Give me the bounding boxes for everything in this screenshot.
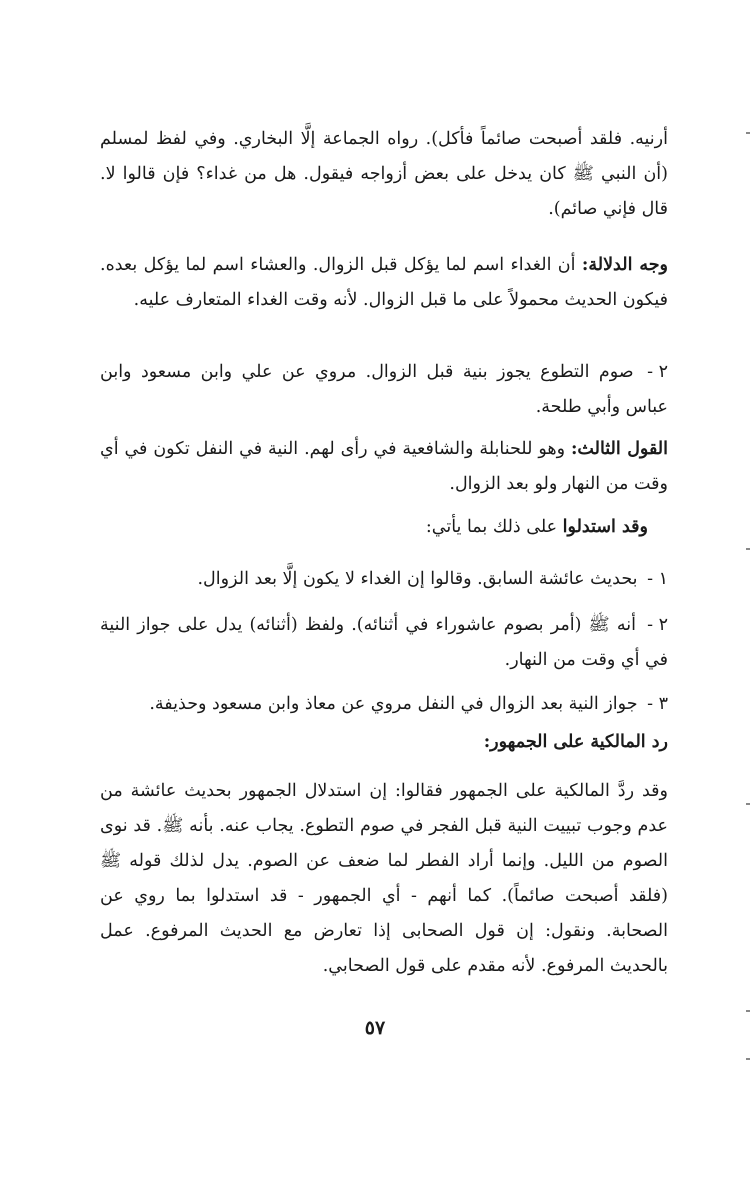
page-body (100, 122, 668, 1022)
edge-mark (746, 548, 750, 550)
list-text: بحديث عائشة السابق. وقالوا إن الغداء لا يكون إلَّا بعد الزوال. (197, 569, 638, 589)
list-number: ١ - (647, 569, 668, 589)
page-number: ٥٧ (364, 1017, 386, 1039)
list-item (100, 562, 668, 597)
edge-mark (746, 1010, 750, 1012)
list-text: صوم التطوع يجوز بنية قبل الزوال. مروي عن علي وابن مسعود وابن عباس وأبي طلحة. (100, 362, 668, 417)
paragraph-text: على ذلك بما يأتي: (425, 517, 563, 537)
list-number: ٣ - (647, 694, 668, 714)
paragraph-text: وقد ردَّ المالكية على الجمهور فقالوا: إن استدلال الجمهور بحديث عائشة من عدم وجوب تبييت النية قبل الفجر في صوم التطوع. يجاب عنه. بأنه ﷺ. قد نوى الصوم من الليل. وإنما أراد الفطر لما ضعف عن الصوم. يدل لذلك قوله ﷺ (فلقد أصبحت صائماً). كما أنهم - أي الجمهور - قد استدلوا بما روي عن الصحابة. ونقول: إن قول الصحابى إذا تعارض مع الحديث المرفوع. عمل بالحديث المرفوع. لأنه مقدم على قول الصحابي. (100, 781, 668, 976)
list-item (100, 608, 668, 678)
section-heading: رد المالكية على الجمهور: (483, 732, 668, 752)
paragraph-response (100, 774, 668, 984)
list-text: أنه ﷺ (أمر بصوم عاشوراء في أثنائه). ولفظ (أثنائه) يدل على جواز النية في أي وقت من النهار. (100, 615, 668, 670)
paragraph-lead: وقد استدلوا (562, 517, 648, 537)
paragraph-evidence (100, 248, 668, 318)
paragraph-hadith (100, 122, 668, 227)
list-item (100, 687, 668, 722)
list-number: ٢ - (647, 615, 668, 635)
paragraph-text: أرنيه. فلقد أصبحت صائماً فأكل). رواه الجماعة إلَّا البخاري. وفي لفظ لمسلم (أن النبي ﷺ كان يدخل على بعض أزواجه فيقول. هل من غداء؟ فإن قالوا لا. قال فإني صائم). (100, 129, 668, 219)
paragraph-third-opinion (100, 432, 668, 502)
paragraph-text: وهو للحنابلة والشافعية في رأى لهم. النية في النفل تكون في أي وقت من النهار ولو بعد الزوال. (100, 439, 668, 494)
edge-mark (746, 803, 750, 805)
paragraph-text: أن الغداء اسم لما يؤكل قبل الزوال. والعشاء اسم لما يؤكل بعده. فيكون الحديث محمولاً على ما قبل الزوال. لأنه وقت الغداء المتعارف عليه. (100, 255, 668, 310)
list-item (100, 355, 668, 425)
edge-mark (746, 132, 750, 134)
list-text: جواز النية بعد الزوال في النفل مروي عن معاذ وابن مسعود وحذيفة. (149, 694, 638, 714)
paragraph-evidence-intro (100, 510, 648, 545)
paragraph-lead: وجه الدلالة: (581, 255, 669, 275)
paragraph-lead: القول الثالث: (570, 439, 668, 459)
edge-mark (746, 1058, 750, 1060)
list-number: ٢ - (647, 362, 668, 382)
